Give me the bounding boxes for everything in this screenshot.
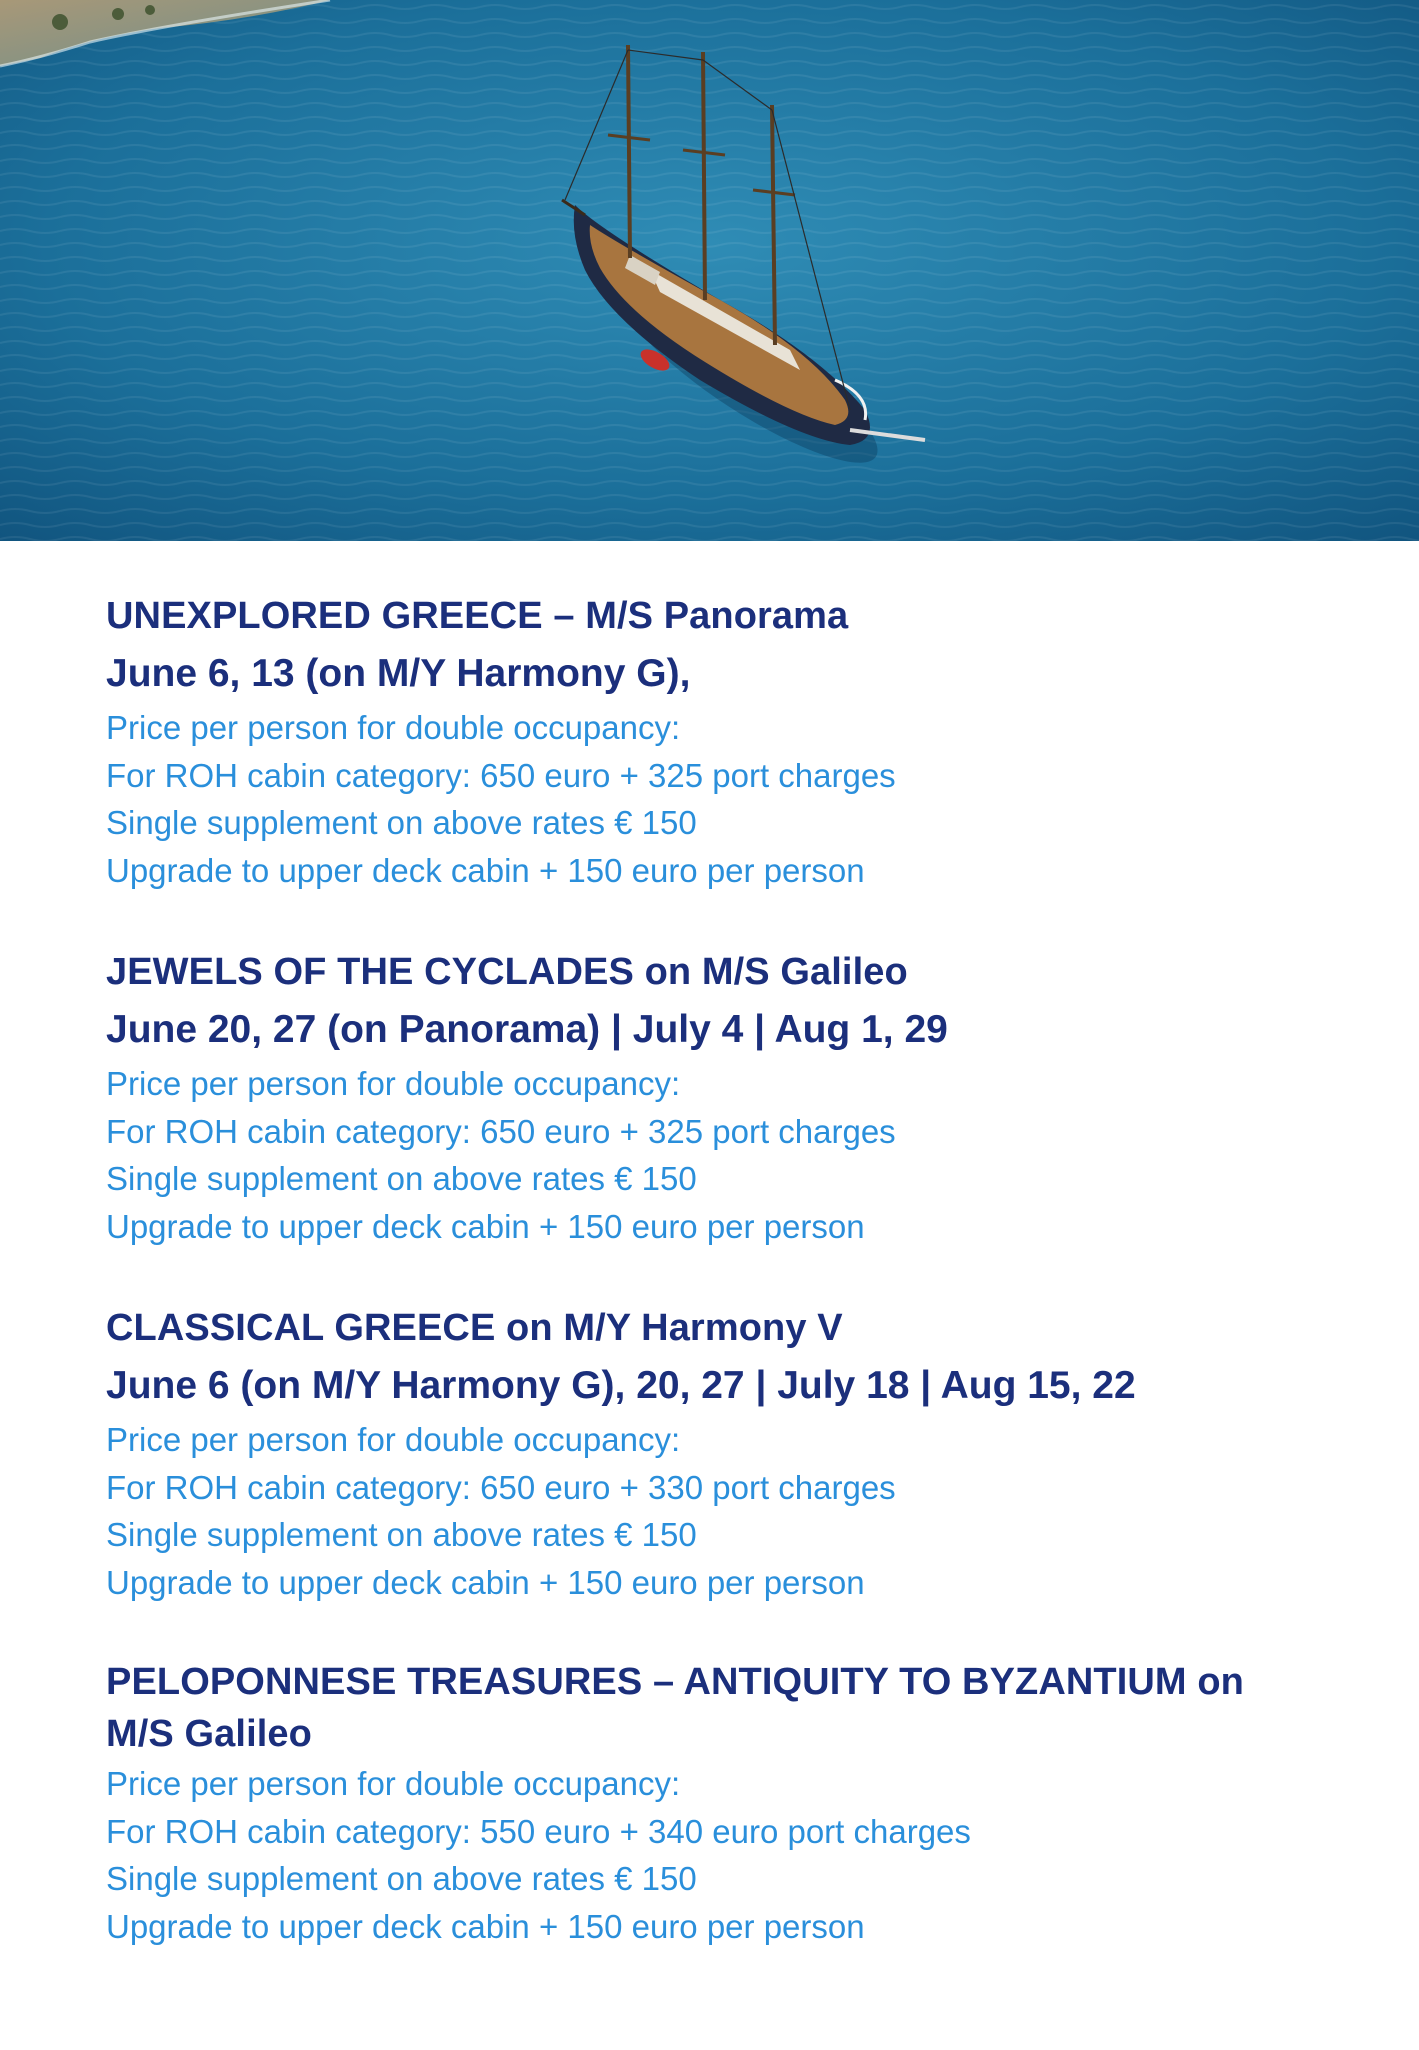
hero-image bbox=[0, 0, 1419, 541]
cruise-section bbox=[106, 944, 1356, 1250]
price-line: Single supplement on above rates € 150 bbox=[106, 1160, 697, 1197]
price-line: Upgrade to upper deck cabin + 150 euro per person bbox=[106, 851, 865, 889]
ship-at-sea-photo bbox=[0, 0, 1419, 541]
price-line: Single supplement on above rates € 150 bbox=[106, 1516, 697, 1553]
cruise-section bbox=[106, 1656, 1356, 1950]
cruise-dates: June 6 (on M/Y Harmony G), 20, 27 | July 18 | Aug 15, 22 bbox=[106, 1364, 1136, 1407]
price-line: For ROH cabin category: 650 euro + 330 port charges bbox=[106, 1468, 896, 1506]
cruise-title: PELOPONNESE TREASURES – ANTIQUITY TO BYZANTIUM on M/S Galileo bbox=[106, 1661, 1244, 1755]
cruise-section bbox=[106, 588, 1356, 894]
price-line: For ROH cabin category: 550 euro + 340 euro port charges bbox=[106, 1812, 971, 1850]
cruise-title: UNEXPLORED GREECE – M/S Panorama bbox=[106, 595, 849, 637]
price-line: Price per person for double occupancy: bbox=[106, 1765, 681, 1802]
cruise-section bbox=[106, 1300, 1356, 1606]
cruise-title: JEWELS OF THE CYCLADES on M/S Galileo bbox=[106, 951, 908, 993]
price-line: Price per person for double occupancy: bbox=[106, 1421, 681, 1458]
cruise-dates: June 6, 13 (on M/Y Harmony G), bbox=[106, 652, 691, 695]
price-line: For ROH cabin category: 650 euro + 325 port charges bbox=[106, 756, 896, 794]
price-line: Upgrade to upper deck cabin + 150 euro per person bbox=[106, 1563, 865, 1601]
price-line: Price per person for double occupancy: bbox=[106, 1065, 681, 1102]
price-line: Upgrade to upper deck cabin + 150 euro per person bbox=[106, 1207, 865, 1245]
cruise-dates: June 20, 27 (on Panorama) | July 4 | Aug 1, 29 bbox=[106, 1008, 948, 1051]
price-line: Price per person for double occupancy: bbox=[106, 709, 681, 746]
cruise-listings bbox=[106, 588, 1356, 1950]
price-line: Single supplement on above rates € 150 bbox=[106, 1860, 697, 1897]
price-line: Upgrade to upper deck cabin + 150 euro per person bbox=[106, 1907, 865, 1945]
price-line: For ROH cabin category: 650 euro + 325 port charges bbox=[106, 1112, 896, 1150]
price-line: Single supplement on above rates € 150 bbox=[106, 804, 697, 841]
cruise-title: CLASSICAL GREECE on M/Y Harmony V bbox=[106, 1307, 843, 1349]
